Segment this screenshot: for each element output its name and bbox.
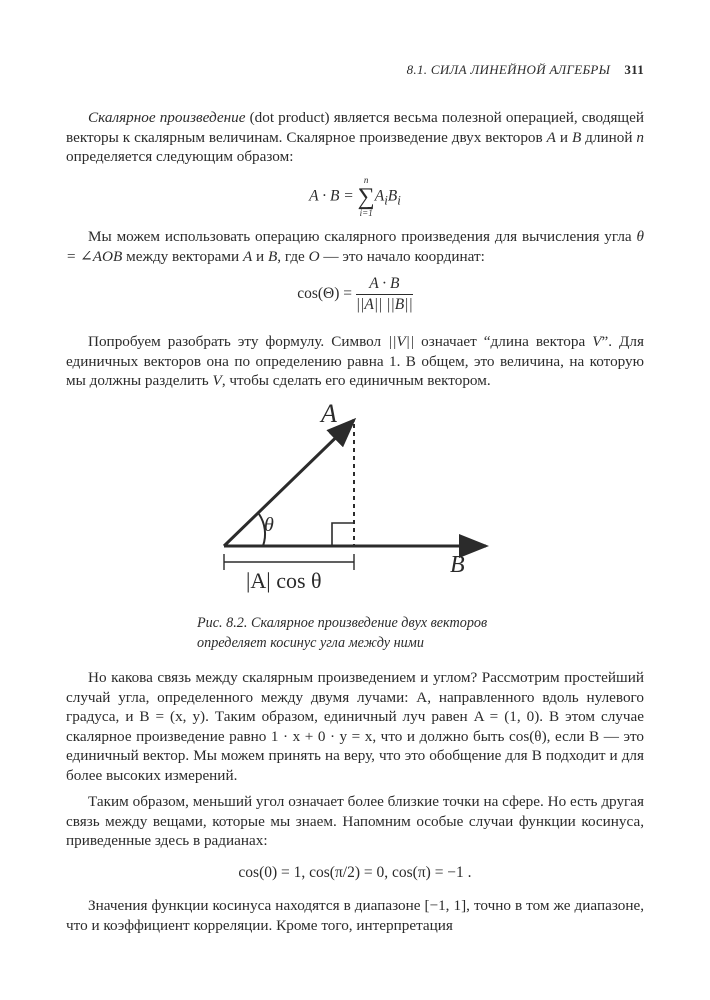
formula-cosine: cos(Θ) = $\frac{A \cdot B}{||A|| ||B||}$ <box>297 275 413 313</box>
paragraph-sphere: Таким образом, меньший угол означает более близкие точки на сфере. Но есть другая связь между вещами, которые мы знаем. Напомним особые случаи функции косинуса, приведенные здесь в радианах: <box>66 793 644 850</box>
paragraph-norm: Попробуем разобрать эту формулу. Символ ||V|| означает “длина вектора V”. Для единичных векторов она по определению равна 1. В общем, это величина, на которую мы должны разделить V, чтобы сделать его единичным вектором. <box>66 333 644 390</box>
paragraph-relation: Но какова связь между скалярным произведением и углом? Рассмотрим простейший случай угла, определенного между двумя лучами: A, направленного вдоль нулевого градуса, и B = (x, y). Таким образом, единичный луч равен A = (1, 0). В этом случае скалярное произведение равно 1 · x + 0 · y = x, что и должно быть cos(θ), если B — это единичный вектор. Мы можем принять на веру, что это обобщение для B подходит и для более высоких измерений. <box>66 669 644 784</box>
formula-dot-product: A · B = n ∑ i=1 $A_iB_i$ <box>309 175 401 218</box>
paragraph-dot-product: Скалярное произведение (dot product) является весьма полезной операцией, сводящей векторы к скалярным величинам. Скалярное произведение двух векторов A и B длиной n определяется следующим образом: <box>66 109 644 166</box>
sum-symbol: n ∑ i=1 <box>357 175 375 218</box>
vector-a-arrow <box>224 420 354 546</box>
paragraph-angle: Мы можем использовать операцию скалярного произведения для вычисления угла θ = ∠AOB между векторами A и B, где O — это начало координат: <box>66 228 644 265</box>
chapter-title: 8.1. СИЛА ЛИНЕЙНОЙ АЛГЕБРЫ <box>406 62 611 77</box>
term-dot-product: Скалярное произведение <box>88 109 246 126</box>
fraction: $\frac{A \cdot B}{||A|| ||B||}$ <box>355 275 413 313</box>
figure-vector-projection <box>66 400 644 600</box>
label-b: B <box>450 552 465 578</box>
label-a: A <box>321 400 337 428</box>
running-header <box>66 62 644 78</box>
label-theta: θ <box>264 514 274 536</box>
right-angle-marker <box>332 523 354 546</box>
paragraph-range: Значения функции косинуса находятся в диапазоне [−1, 1], точно в том же диапазоне, что и коэффициент корреляции. Кроме того, интерпретация <box>66 897 644 934</box>
label-projection: |A| cos θ <box>246 568 322 593</box>
page-number: 311 <box>624 62 644 77</box>
formula-cos-cases: cos(0) = 1, cos(π/2) = 0, cos(π) = −1 . <box>238 864 472 881</box>
figure-caption: Рис. 8.2. Скалярное произведение двух векторов определяет косинус угла между ними <box>197 615 488 651</box>
